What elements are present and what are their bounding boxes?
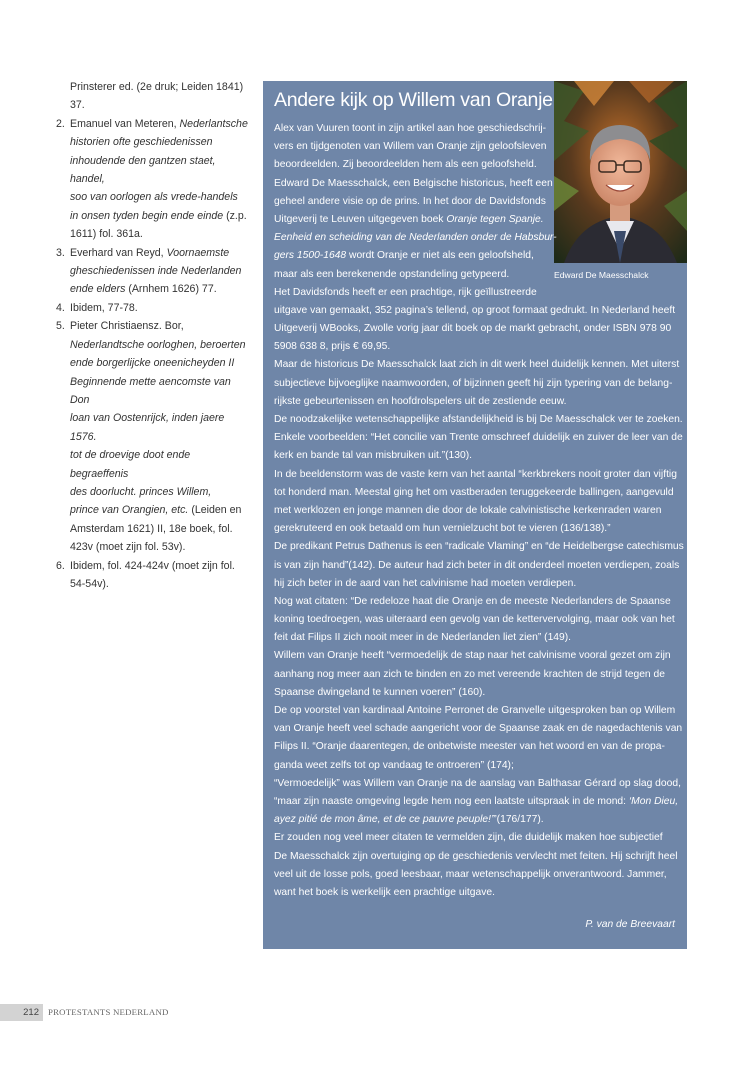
- footnote-line: prince van Orangien, etc. (Leiden en: [70, 504, 242, 517]
- review-text-line: Uitgeverij WBooks, Zwolle vorig jaar dit boek op de markt gebracht, onder ISBN 978 90: [274, 323, 672, 335]
- footnote-number: 6.: [56, 559, 65, 572]
- footnote-line: ende borgerlijcke oneenicheyden II: [70, 357, 235, 370]
- footnote-line: soo van oorlogen als vrede-handels: [70, 191, 238, 204]
- review-text-line: De noodzakelijke wetenschappelijke afstandelijkheid is bij De Maesschalck ver te zoeken.: [274, 414, 683, 425]
- review-title: Andere kijk op Willem van Oranje: [274, 89, 553, 111]
- review-text-line: “Vermoedelijk” was Willem van Oranje na de aanslag van Balthasar Gérard op slag dood,: [274, 777, 681, 789]
- review-text-line: “maar zijn naaste omgeving legde hem nog een laatste uitspraak in de mond: ‘Mon Dieu,: [274, 795, 679, 807]
- footnote-line: 1611) fol. 361a.: [70, 228, 143, 241]
- review-text-line: In de beeldenstorm was de vaste kern van het aantal “kerkbrekers nooit groter dan vijftig: [274, 468, 677, 480]
- footnote: [50, 317, 250, 556]
- review-text-line: ayez pitié de mon âme, et de ce pauvre peuple!’”(176/177).: [274, 814, 544, 826]
- footnote-line: historien ofte geschiedenissen: [70, 136, 213, 149]
- footnote-line: loan van Oostenrijck, inden jaere 1576.: [70, 412, 225, 443]
- footnote-number: 2.: [56, 117, 65, 130]
- review-text-line: Eenheid en scheiding van de Nederlanden onder de Habsbur-: [274, 232, 557, 244]
- footnote-number: 5.: [56, 320, 65, 333]
- review-text-line: Edward De Maesschalck, een Belgische historicus, heeft een: [274, 177, 553, 189]
- review-text-line: De op voorstel van kardinaal Antoine Perronet de Granvelle uitgesproken ban op Willem: [274, 705, 676, 716]
- footnote-line: Amsterdam 1621) II, 18e boek, fol.: [70, 522, 233, 535]
- footnote-line: tot de droevige doot ende begraeffenis: [70, 449, 191, 480]
- review-text-line: Willem van Oranje heeft “vermoedelijk de stap naar het calvinisme vooral gezet om zijn: [274, 650, 671, 662]
- review-text-line: De predikant Petrus Dathenus is een “radicale Vlaming” en “de Heidelbergse catechismus: [274, 541, 684, 553]
- review-body: [274, 120, 684, 902]
- footnote-line: Beginnende mette aencomste van Don: [70, 375, 231, 406]
- footnote-line: des doorlucht. princes Willem,: [70, 485, 212, 498]
- footnote-line: Prinsterer ed. (2e druk; Leiden 1841): [70, 81, 244, 93]
- review-box: [263, 81, 687, 949]
- review-text-line: rijkste gebeurtenissen en hoofdrolspelers uit de zestiende eeuw.: [274, 395, 567, 407]
- page-footer: [0, 1004, 200, 1021]
- review-text-line: Maar de historicus De Maesschalck laat zich in dit werk heel duidelijk kennen. Met uiterst: [274, 359, 680, 371]
- review-text-line: is van zijn hand”(142). De auteur had zich beter in dit onderdeel moeten verdiepen, zoals: [274, 559, 680, 571]
- footnote-line: Emanuel van Meteren, Nederlantsche: [70, 117, 248, 130]
- review-text-line: hij zich beter in de aard van het calvinisme had moeten verdiepen.: [274, 577, 577, 589]
- footnote: [50, 557, 250, 594]
- review-text-line: want het boek is werkelijk een prachtige uitgave.: [274, 886, 495, 898]
- footnote-line: 423v (moet zijn fol. 53v).: [70, 541, 186, 554]
- review-text-line: van Oranje heeft veel schade aangericht voor de Spaanse zaak en de nagedachtenis van: [274, 723, 683, 735]
- footnote-line: in onsen tyden begin ende einde (z.p.: [70, 209, 247, 222]
- review-text-line: Filips II. “Oranje daarentegen, de onbetwiste meester van het woord en van de propa-: [274, 741, 665, 753]
- photo-caption: Edward De Maesschalck: [554, 270, 649, 280]
- footnote-line: Ibidem, 77-78.: [70, 301, 138, 314]
- footnote-line: ende elders (Arnhem 1626) 77.: [70, 283, 217, 296]
- footnote: [50, 244, 250, 299]
- footnote: [50, 115, 250, 244]
- footnote-line: 54-54v).: [70, 577, 109, 590]
- review-text-line: Nog wat citaten: “De redeloze haat die Oranje en de meeste Nederlanders de Spaanse: [274, 595, 671, 607]
- review-text-line: beoordeelden. Zij beoordeelden hem als een geloofsheld.: [274, 159, 537, 171]
- review-text-line: ganda weet zelfs tot op vandaag te ontroeren” (174);: [274, 759, 514, 771]
- footnote-line: gheschiedenissen inde Nederlanden: [70, 265, 242, 278]
- review-text-line: kerk en bande tal van misbruiken uit.”(130).: [274, 450, 473, 462]
- footnotes-column: [50, 78, 250, 593]
- review-text-line: Enkele voorbeelden: “Het concilie van Trente omschreef duidelijk en zuiver de leer van de: [274, 432, 683, 444]
- review-text-line: 5908 638 8, prijs € 69,95.: [274, 341, 391, 353]
- footnote-number: 4.: [56, 301, 65, 314]
- review-text-line: veel uit de losse pols, goed leesbaar, maar wetenschappelijk onverantwoord. Jammer,: [274, 868, 667, 880]
- review-text-line: maar als een berekenende opstandeling getypeerd.: [274, 268, 510, 280]
- footnote-line: inhoudende den gantzen staet, handel,: [70, 154, 216, 186]
- review-text-line: vers en tijdgenoten van Willem van Oranje zijn geloofsleven: [274, 141, 547, 153]
- footnote-line: Pieter Christiaensz. Bor,: [70, 320, 184, 333]
- review-text-line: aanhang nog meer aan zich te binden en zo met vereende krachten de strijd tegen de: [274, 668, 665, 680]
- review-text-line: gers 1500-1648 wordt Oranje er niet als een geloofsheld,: [274, 250, 534, 262]
- footnote-line: Everhard van Reyd, Voornaemste: [70, 246, 230, 259]
- review-text-line: De Maesschalck zijn overtuiging op de geschiedenis vervlecht met feiten. Hij schrijft heel: [274, 850, 678, 862]
- review-text-line: Het Davidsfonds heeft er een prachtige, rijk geïllustreerde: [274, 286, 537, 298]
- review-text-line: met werklozen en jonge mannen die door de lokale calvinistische kerkenraden waren: [274, 504, 662, 516]
- review-text-line: geheel andere visie op de prins. In het door de Davidsfonds: [274, 195, 546, 207]
- review-text-line: Alex van Vuuren toont in zijn artikel aan hoe geschiedschrij-: [274, 123, 547, 134]
- footnote-line: Nederlandtsche oorloghen, beroerten: [70, 338, 246, 351]
- review-text-line: gerekruteerd en ook betaald om hun vernielzucht bot te vieren (136/138).”: [274, 523, 611, 535]
- footnote-line: Ibidem, fol. 424-424v (moet zijn fol.: [70, 559, 235, 572]
- review-text-line: subjectieve bijvoeglijke naamwoorden, of bijzinnen geeft hij zijn typering van de belang-: [274, 377, 673, 389]
- review-signature: P. van de Breevaart: [585, 919, 675, 930]
- review-text-line: uitgave van gemaakt, 352 pagina’s tellend, op groot formaat gedrukt. In Nederland heeft: [274, 304, 676, 316]
- review-text-line: Uitgeverij te Leuven uitgegeven boek Oranje tegen Spanje.: [274, 213, 544, 225]
- review-text-line: feit dat Filips II zich nooit meer in de Nederlanden liet zien” (149).: [274, 632, 572, 644]
- review-text-line: Spaanse dwingeland te kunnen voeren” (160).: [274, 686, 486, 698]
- review-text-line: tot honderd man. Meestal ging het om vastberaden teruggekeerde ballingen, aangevuld: [274, 486, 674, 498]
- review-text-line: koning toedroegen, was uiteraard een gevolg van de kettervervolging, maar ook van het: [274, 614, 675, 626]
- footnote-line: 37.: [70, 99, 85, 112]
- page-number: 212: [0, 1004, 43, 1021]
- footnote-number: 3.: [56, 246, 65, 259]
- publication-name: PROTESTANTS NEDERLAND: [48, 1007, 169, 1017]
- footnote: [50, 299, 250, 317]
- review-text-line: Er zouden nog veel meer citaten te vermelden zijn, die duidelijk maken hoe subjectief: [274, 832, 663, 844]
- footnote: [50, 78, 250, 115]
